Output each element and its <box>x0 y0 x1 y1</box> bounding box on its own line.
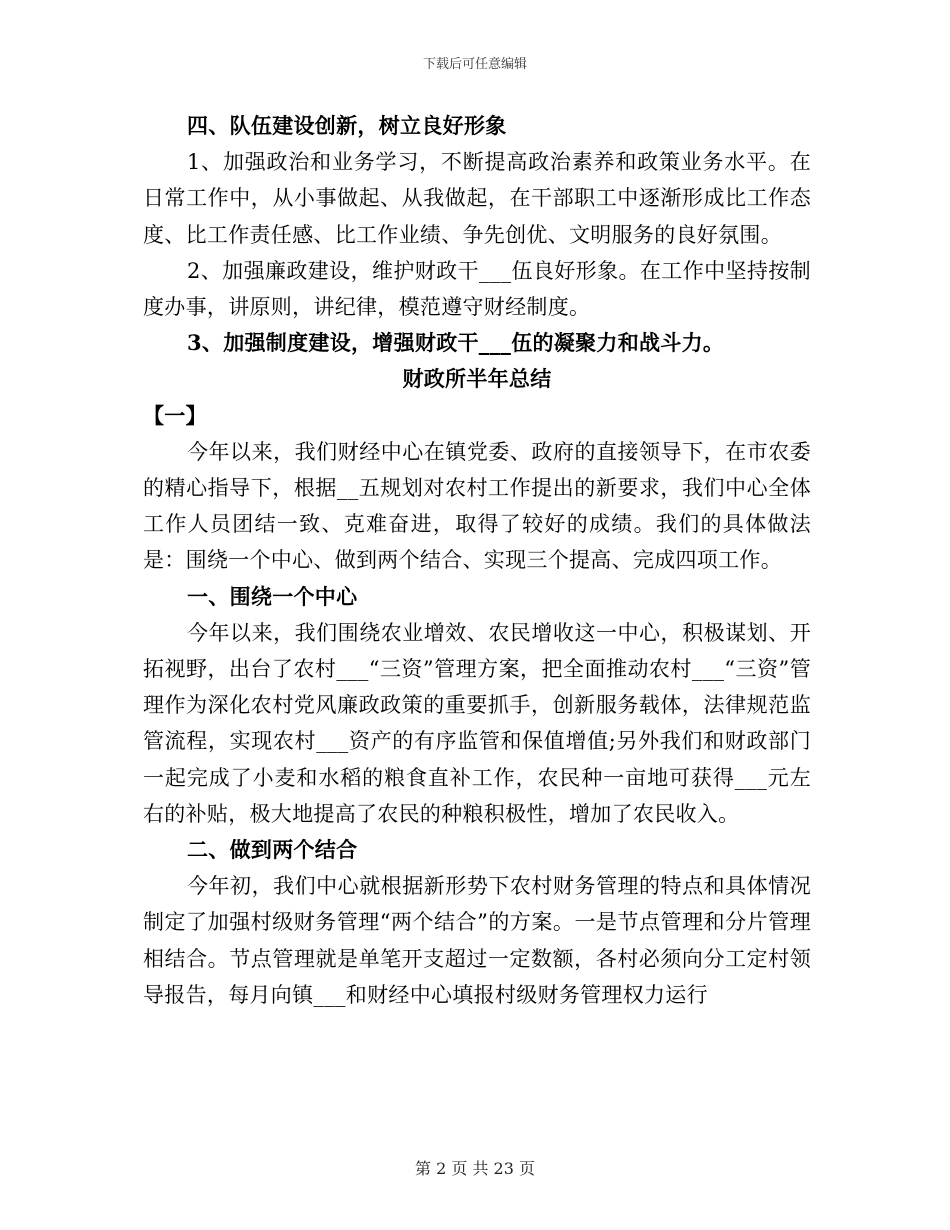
paragraph: 1、加强政治和业务学习，不断提高政治素养和政策业务水平。在日常工作中，从小事做起、从我做起，在干部职工中逐渐形成比工作态度、比工作责任感、比工作业绩、争先创优、文明服务的良好氛围。 <box>143 150 811 247</box>
paragraph: 2、加强廉政建设，维护财政干___伍良好形象。在工作中坚持按制度办事，讲原则，讲纪律，模范遵守财经制度。 <box>143 258 811 320</box>
paragraph: 今年以来，我们围绕农业增效、农民增收这一中心，积极谋划、开拓视野，出台了农村___“三资”管理方案，把全面推动农村___“三资”管理作为深化农村党风廉政政策的重要抓手，创新服务载体，法律规范监管流程，实现农村___资产的有序监管和保值增值;另外我们和财政部门一起完成了小麦和水稻的粮食直补工作，农民种一亩地可获得___元左右的补贴，极大地提高了农民的种粮积极性，增加了农民收入。 <box>143 620 811 826</box>
paragraph: 3、加强制度建设，增强财政干___伍的凝聚力和战斗力。 <box>187 330 725 356</box>
section-heading-2: 二、做到两个结合 <box>187 837 358 863</box>
header-note: 下载后可任意编辑 <box>422 57 527 72</box>
document-title: 财政所半年总结 <box>402 366 552 392</box>
paragraph: 今年以来，我们财经中心在镇党委、政府的直接领导下，在市农委的精心指导下，根据__五规划对农村工作提出的新要求，我们中心全体工作人员团结一致、克难奋进，取得了较好的成绩。我们的具体做法是：围绕一个中心、做到两个结合、实现三个提高、完成四项工作。 <box>143 439 811 573</box>
page-number: 第 2 页 共 23 页 <box>415 1159 535 1178</box>
paragraph: 今年初，我们中心就根据新形势下农村财务管理的特点和具体情况制定了加强村级财务管理“两个结合”的方案。一是节点管理和分片管理相结合。节点管理就是单笔开支超过一定数额，各村必须向分工定村领导报告，每月向镇___和财经中心填报村级财务管理权力运行 <box>143 874 811 1007</box>
section-mark: 【一】 <box>143 402 207 428</box>
section-heading-4: 四、队伍建设创新，树立良好形象 <box>187 113 507 138</box>
document-body <box>143 108 811 1013</box>
section-heading-1: 一、围绕一个中心 <box>187 583 358 609</box>
